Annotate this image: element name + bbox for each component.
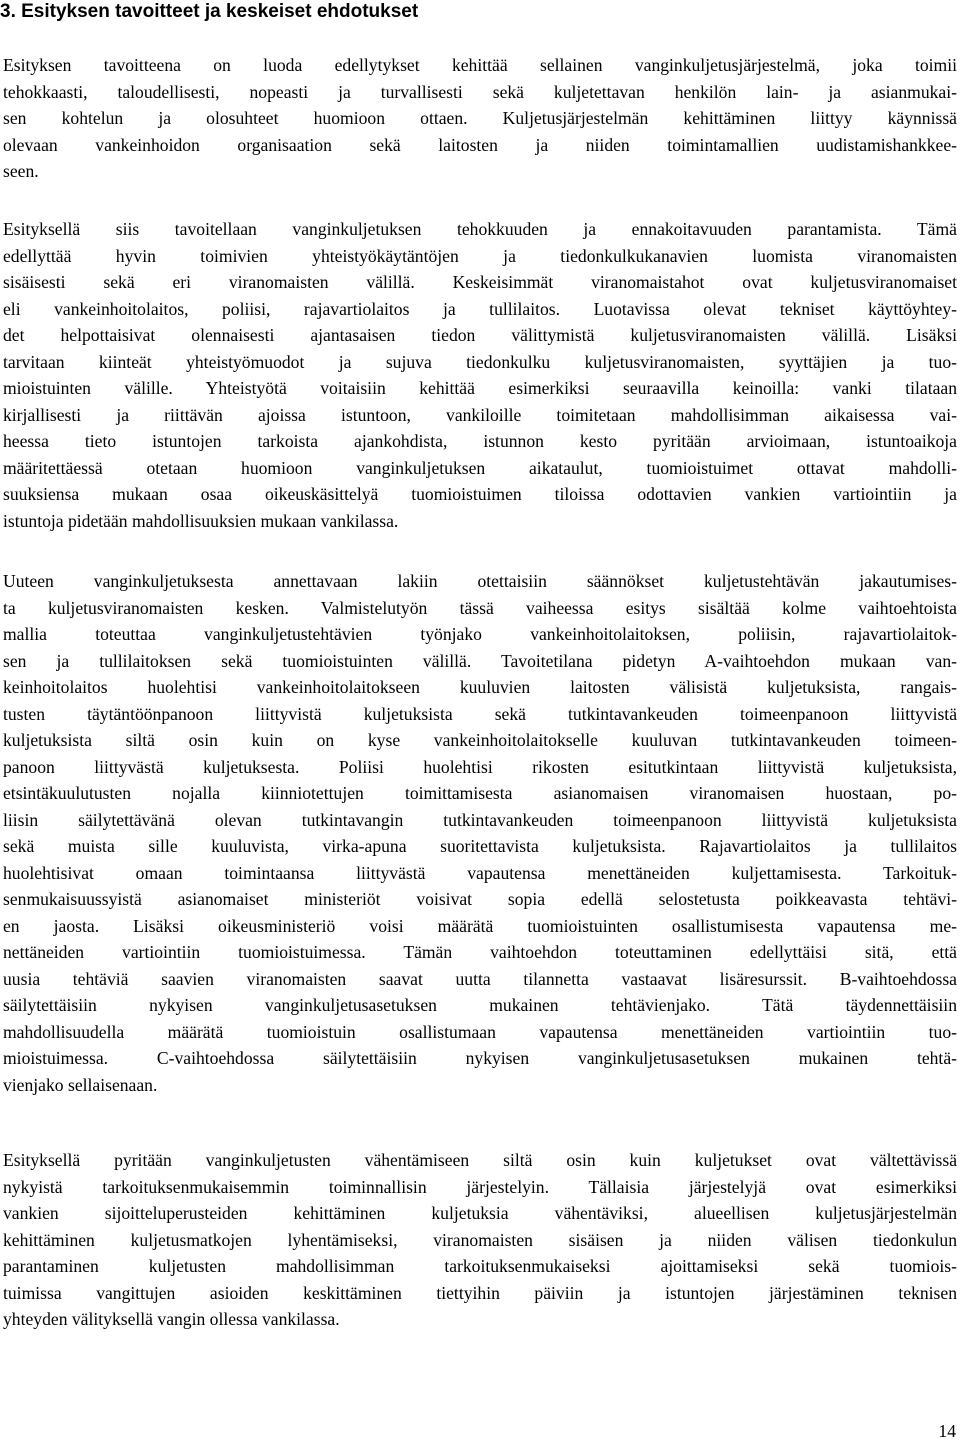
text-line: en jaosta. Lisäksi oikeusministeriö voisi määrätä tuomioistuinten osallistumisesta vapautensa me- xyxy=(3,915,957,936)
text-line: tarvitaan kiinteät yhteistyömuodot ja sujuva tiedonkulku kuljetusviranomaisten, syyttäjien ja tuo- xyxy=(3,351,957,372)
paragraph-goal xyxy=(0,52,960,185)
page-number: 14 xyxy=(938,1421,956,1441)
text-line: senmukaisuussyistä asianomaiset ministeriöt voisivat sopia edellä selostetusta poikkeavasta tehtävi- xyxy=(3,889,957,909)
text-line: sekä muista sille kuuluvista, virka-apuna suoritettavista kuljetuksista. Rajavartiolaitos ja tullilaitos xyxy=(3,836,957,856)
text-line: nykyistä tarkoituksenmukaisemmin toiminnallisin järjestelyin. Tällaisia järjestelyjä ovat esimerkiksi xyxy=(3,1176,957,1197)
text-line: kirjallisesti ja riittävän ajoissa istuntoon, vankiloille toimitetaan mahdollisimman aikaisessa vai- xyxy=(3,404,957,425)
text-line: kehittäminen kuljetusmatkojen lyhentämiseksi, viranomaisten sisäisen ja niiden välisen tiedonkulun xyxy=(3,1229,957,1250)
text-line: sisäisesti sekä eri viranomaisten välillä. Keskeisimmät viranomaistahot ovat kuljetusviranomaiset xyxy=(3,272,957,292)
text-line: tehokkaasti, taloudellisesti, nopeasti ja turvallisesti sekä kuljetettavan henkilön lain- ja asianmukai- xyxy=(3,81,957,102)
text-line: Esityksellä pyritään vanginkuljetusten vähentämiseen siltä osin kuin kuljetukset ovat vältettävissä xyxy=(3,1150,957,1170)
text-line: Esityksellä siis tavoitellaan vanginkuljetuksen tehokkuuden ja ennakoitavuuden parantamista. Tämä xyxy=(3,219,957,239)
text-line: etsintäkuulutusten nojalla kiinniotettujen toimittamisesta asianomaisen viranomaisen huostaan, po- xyxy=(3,783,957,803)
text-line: mioistuinten välille. Yhteistyötä voitaisiin kehittää esimerkiksi seuraavilla keinoilla: vanki tilataan xyxy=(3,378,957,398)
text-line: det helpottaisivat olennaisesti ajantasaisen tiedon välittymistä kuljetusviranomaisten välillä. Lisäksi xyxy=(3,325,957,345)
text-line: panoon liittyvästä kuljetuksesta. Poliisi huolehtisi rikosten esitutkintaan liittyvistä kuljetuksista, xyxy=(3,756,957,777)
text-line: vankien sijoitteluperusteiden kehittäminen kuljetuksia vähentäviksi, alueellisen kuljetusjärjestelmän xyxy=(3,1203,957,1223)
text-line: säilytettäisiin nykyisen vanginkuljetusasetuksen mukainen tehtävienjako. Tätä täydennettäisiin xyxy=(3,995,957,1015)
text-line: vienjako sellaisenaan. xyxy=(3,1074,158,1095)
text-line: sen kohtelun ja olosuhteet huomioon ottaen. Kuljetusjärjestelmän kehittäminen liittyy käynnissä xyxy=(3,108,957,128)
text-line: edellyttää hyvin toimivien yhteistyökäytäntöjen ja tiedonkulkukanavien luomista viranomaisten xyxy=(3,245,957,266)
text-line: suuksiensa mukaan osaa oikeuskäsittelyä tuomioistuimen tiloissa odottavien vankien vartiointiin ja xyxy=(3,484,957,504)
section-heading: 3. Esityksen tavoitteet ja keskeiset ehdotukset xyxy=(0,1,419,22)
text-line: liisin säilytettävänä olevan tutkintavangin tutkintavankeuden toimeenpanoon liittyvistä kuljetuksista xyxy=(3,809,957,830)
text-line: nettäneiden vartiointiin tuomioistuimessa. Tämän vaihtoehdon toteuttaminen edellyttäisi sitä, että xyxy=(3,942,957,962)
paragraph-reduction xyxy=(0,1147,960,1333)
text-line: tuimissa vangittujen asioiden keskittäminen tiettyihin päiviin ja istuntojen järjestäminen teknisen xyxy=(3,1282,957,1303)
text-line: keinhoitolaitos huolehtisi vankeinhoitolaitokseen kuuluvien laitosten välisistä kuljetuksista, rangais- xyxy=(3,677,957,697)
text-line: yhteyden välityksellä vangin ollessa vankilassa. xyxy=(3,1309,340,1329)
text-line: sen ja tullilaitoksen sekä tuomioistuinten välillä. Tavoitetilana pidetyn A-vaihtoehdon mukaan van- xyxy=(3,650,957,671)
text-line: mallia toteuttaa vanginkuljetustehtävien työnjako vankeinhoitolaitoksen, poliisin, rajavartiolaitok- xyxy=(3,624,957,644)
text-line: seen. xyxy=(3,161,39,181)
text-line: mahdollisuudella määrätä tuomioistuin osallistumaan vapautensa menettäneiden vartiointiin tuo- xyxy=(3,1021,957,1042)
text-line: kuljetuksista siltä osin kuin on kyse vankeinhoitolaitokselle kuuluvan tutkintavankeuden toimeen- xyxy=(3,730,957,750)
text-line: mioistuimessa. C-vaihtoehdossa säilytettäisiin nykyisen vanginkuljetusasetuksen mukainen tehtä- xyxy=(3,1048,957,1068)
text-line: huolehtisivat omaan toimintaansa liittyvästä vapautensa menettäneiden kuljettamisesta. Tarkoituk- xyxy=(3,862,957,883)
text-line: olevaan vankeinhoidon organisaation sekä laitosten ja niiden toimintamallien uudistamishankkee- xyxy=(3,134,957,155)
text-line: parantaminen kuljetusten mahdollisimman tarkoituksenmukaiseksi ajoittamiseksi sekä tuomiois- xyxy=(3,1256,957,1276)
text-line: Uuteen vanginkuljetuksesta annettavaan lakiin otettaisiin säännökset kuljetustehtävän jakautumises- xyxy=(3,571,957,591)
text-line: määritettäessä otetaan huomioon vanginkuljetuksen aikataulut, tuomioistuimet ottavat mahdolli- xyxy=(3,457,957,478)
paragraph-efficiency xyxy=(0,216,960,534)
text-line: ta kuljetusviranomaisten kesken. Valmistelutyön tässä vaiheessa esitys sisältää kolme vaihtoehtoista xyxy=(3,597,957,618)
text-line: heessa tieto istuntojen tarkoista ajankohdista, istunnon kesto pyritään arvioimaan, istuntoaikoja xyxy=(3,431,957,451)
paragraph-transport-division xyxy=(0,568,960,1098)
text-line: eli vankeinhoitolaitos, poliisi, rajavartiolaitos ja tullilaitos. Luotavissa olevat tekniset käyttöyhtey- xyxy=(3,298,957,319)
text-line: Esityksen tavoitteena on luoda edellytykset kehittää sellainen vanginkuljetusjärjestelmä, joka toimii xyxy=(3,55,957,75)
text-line: tusten täytäntöönpanoon liittyvistä kuljetuksista sekä tutkintavankeuden toimeenpanoon liittyvistä xyxy=(3,703,957,724)
text-line: istuntoja pidetään mahdollisuuksien mukaan vankilassa. xyxy=(3,510,399,531)
text-line: uusia tehtäviä saavien viranomaisten saavat uutta tilannetta vastaavat lisäresurssit. B-vaihtoehdossa xyxy=(3,968,957,989)
